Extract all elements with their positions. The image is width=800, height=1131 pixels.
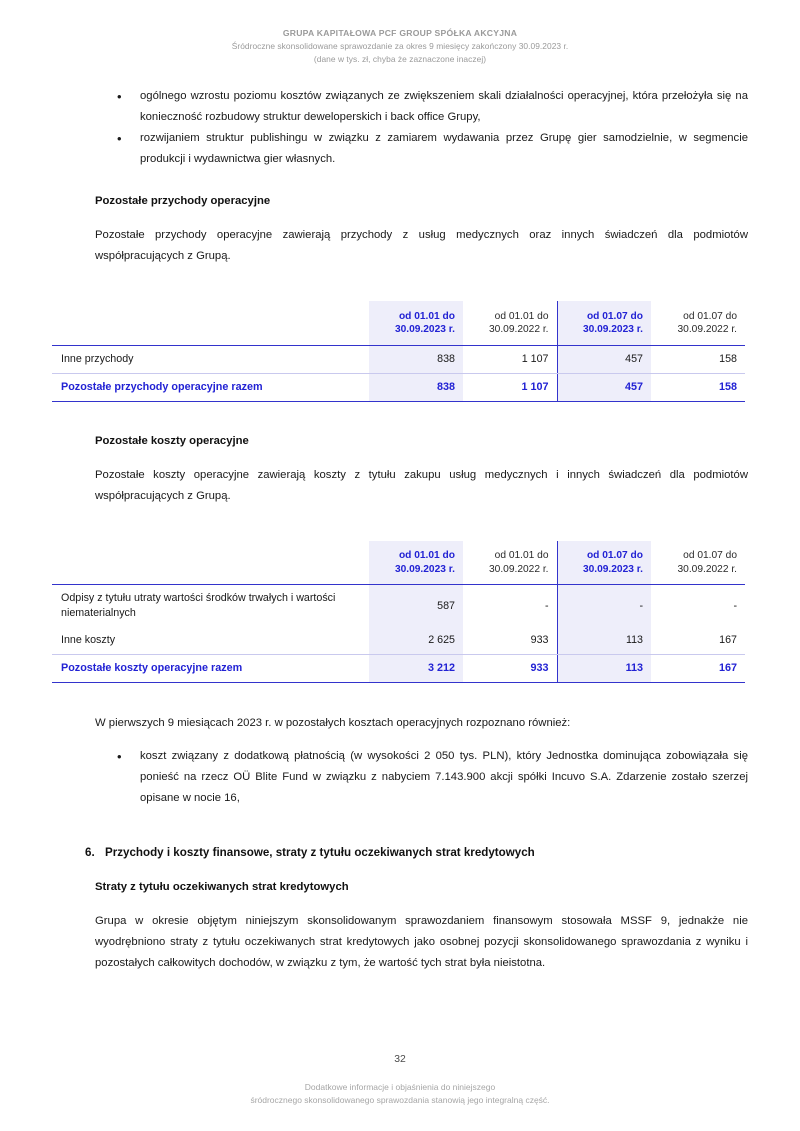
- paragraph-other-operating-costs: Pozostałe koszty operacyjne zawierają koszty z tytułu zakupu usług medycznych i innych świadczeń dla podmiotów współpracujących z Grupą.: [95, 468, 748, 502]
- row-label: Inne przychody: [52, 345, 369, 373]
- list-item: [95, 128, 748, 170]
- column-header-line1: od 01.01 do: [398, 550, 455, 561]
- table-header-row: [52, 541, 745, 585]
- table-total-row: [52, 655, 745, 683]
- column-header-line2: 30.09.2023 r.: [582, 324, 643, 335]
- row-value: 587: [369, 585, 463, 628]
- table-other-operating-income-wrapper: [52, 301, 748, 402]
- column-header-line1: od 01.01 do: [494, 310, 549, 322]
- paragraph-post-table: W pierwszych 9 miesiącach 2023 r. w pozostałych kosztach operacyjnych rozpoznano również:: [95, 717, 571, 729]
- total-label: Pozostałe przychody operacyjne razem: [52, 373, 369, 401]
- table-row: [52, 627, 745, 655]
- document-content: [52, 86, 748, 974]
- column-header-line2: 30.09.2023 r.: [394, 563, 455, 575]
- column-header-line2: 30.09.2023 r.: [394, 324, 455, 335]
- row-label: Odpisy z tytułu utraty wartości środków trwałych i wartości niematerialnych: [61, 592, 336, 619]
- header-company-name: GRUPA KAPITAŁOWA PCF GROUP SPÓŁKA AKCYJNA: [282, 28, 518, 38]
- paragraph-expected-credit-losses: Grupa w okresie objętym niniejszym skonsolidowanym sprawozdaniem finansowym stosowała MSSF 9, jednakże nie wyodrębniono straty z tytułu oczekiwanych strat kredytowych jako osobnej pozycji skonsolidowanego sprawozdania z wyniku i pozostałych całkowitych dochodów, w związku z tym, że wartość tych strat była nieistotna.: [95, 915, 748, 969]
- column-header-line1: od 01.07 do: [683, 550, 737, 561]
- column-header-line1: od 01.01 do: [398, 310, 455, 322]
- heading-expected-credit-losses: Straty z tytułu oczekiwanych strat kredytowych: [95, 881, 349, 893]
- table-header-row: [52, 301, 745, 345]
- total-value: 158: [651, 373, 745, 401]
- table-other-operating-costs-wrapper: [52, 541, 748, 684]
- list-item: [95, 746, 748, 809]
- list-item-text: ogólnego wzrostu poziomu kosztów związanych ze zwiększeniem skali działalności operacyjnej, która przełożyła się na konieczność rozbudowy struktur deweloperskich i back office Grupy,: [140, 90, 748, 123]
- column-header-ytd-2022: [463, 541, 557, 585]
- table-row: [52, 345, 745, 373]
- column-header-ytd-2023: [369, 301, 463, 345]
- row-value: 457: [557, 345, 651, 373]
- column-header-line1: od 01.07 do: [586, 310, 643, 322]
- table-head: [52, 301, 745, 345]
- column-header-q3-2023: [557, 541, 651, 585]
- section-title: Przychody i koszty finansowe, straty z tytułu oczekiwanych strat kredytowych: [105, 846, 535, 859]
- row-value: -: [733, 599, 737, 612]
- heading-other-operating-costs: Pozostałe koszty operacyjne: [95, 434, 249, 447]
- total-value: 933: [463, 655, 557, 683]
- table-other-operating-costs: [52, 541, 745, 684]
- post-table-bullet-list: [52, 746, 748, 809]
- row-value: -: [557, 585, 651, 628]
- total-value: 1 107: [463, 373, 557, 401]
- row-value: 838: [369, 345, 463, 373]
- table-head: [52, 541, 745, 585]
- column-header-line2: 30.09.2023 r.: [582, 563, 643, 575]
- list-item: [95, 86, 748, 128]
- column-header-q3-2022: [651, 301, 745, 345]
- row-value: 1 107: [463, 345, 557, 373]
- column-header-line2: 30.09.2022 r.: [489, 324, 549, 335]
- document-footer: [0, 1081, 800, 1107]
- column-header-line1: od 01.07 do: [683, 310, 737, 322]
- total-value: 113: [557, 655, 651, 683]
- section-number: 6.: [85, 846, 95, 859]
- total-value: 457: [557, 373, 651, 401]
- total-value: 838: [369, 373, 463, 401]
- column-header-q3-2022: [651, 541, 745, 585]
- bullet-icon: •: [117, 131, 122, 146]
- page-number: 32: [394, 1054, 406, 1065]
- paragraph-other-operating-income: Pozostałe przychody operacyjne zawierają przychody z usług medycznych oraz innych świadczeń dla podmiotów współpracujących z Grupą.: [95, 229, 748, 262]
- heading-section-6: [52, 843, 748, 862]
- footer-line-1: Dodatkowe informacje i objaśnienia do niniejszego: [304, 1082, 496, 1092]
- total-value: 3 212: [369, 655, 463, 683]
- row-label: Inne koszty: [52, 627, 369, 655]
- row-value: 2 625: [369, 627, 463, 655]
- row-value: 933: [463, 627, 557, 655]
- heading-other-operating-income: Pozostałe przychody operacyjne: [95, 195, 271, 207]
- header-units-note: (dane w tys. zł, chyba że zaznaczone inaczej): [313, 54, 487, 64]
- column-header-line2: 30.09.2022 r.: [677, 324, 737, 335]
- bullet-icon: •: [117, 749, 122, 764]
- table-body: [52, 345, 745, 401]
- row-value: 158: [651, 345, 745, 373]
- row-value: -: [544, 599, 549, 612]
- row-value: 167: [651, 627, 745, 655]
- table-other-operating-income: [52, 301, 745, 402]
- table-body: [52, 585, 745, 683]
- header-report-title: Śródroczne skonsolidowane sprawozdanie za okres 9 miesięcy zakończony 30.09.2023 r.: [231, 41, 569, 51]
- list-item-text: koszt związany z dodatkową płatnością (w wysokości 2 050 tys. PLN), który Jednostka dominująca zobowiązała się ponieść na rzecz OÜ Blite Fund w związku z nabyciem 7.143.900 akcji spółki Incuvo S.A. Zdarzenie zostało szerzej opisane w nocie 16,: [140, 750, 748, 804]
- intro-bullet-list: [52, 86, 748, 170]
- total-value: 167: [651, 655, 745, 683]
- table-total-row: [52, 373, 745, 401]
- column-header-line2: 30.09.2022 r.: [489, 563, 549, 575]
- row-value: 113: [557, 627, 651, 655]
- table-row: [52, 585, 745, 628]
- column-header-line1: od 01.01 do: [494, 550, 549, 561]
- column-header-ytd-2023: [369, 541, 463, 585]
- column-header-blank: [52, 541, 369, 585]
- column-header-line1: od 01.07 do: [586, 550, 643, 561]
- column-header-line2: 30.09.2022 r.: [677, 563, 737, 575]
- footer-line-2: śródrocznego skonsolidowanego sprawozdania stanowią jego integralną część.: [250, 1095, 550, 1105]
- total-label: Pozostałe koszty operacyjne razem: [52, 655, 369, 683]
- column-header-blank: [52, 301, 369, 345]
- column-header-q3-2023: [557, 301, 651, 345]
- document-header: [0, 27, 800, 66]
- bullet-icon: •: [117, 89, 122, 104]
- list-item-text: rozwijaniem struktur publishingu w związku z zamiarem wydawania przez Grupę gier samodzielnie, w segmencie produkcji i wydawnictwa gier własnych.: [140, 132, 748, 165]
- column-header-ytd-2022: [463, 301, 557, 345]
